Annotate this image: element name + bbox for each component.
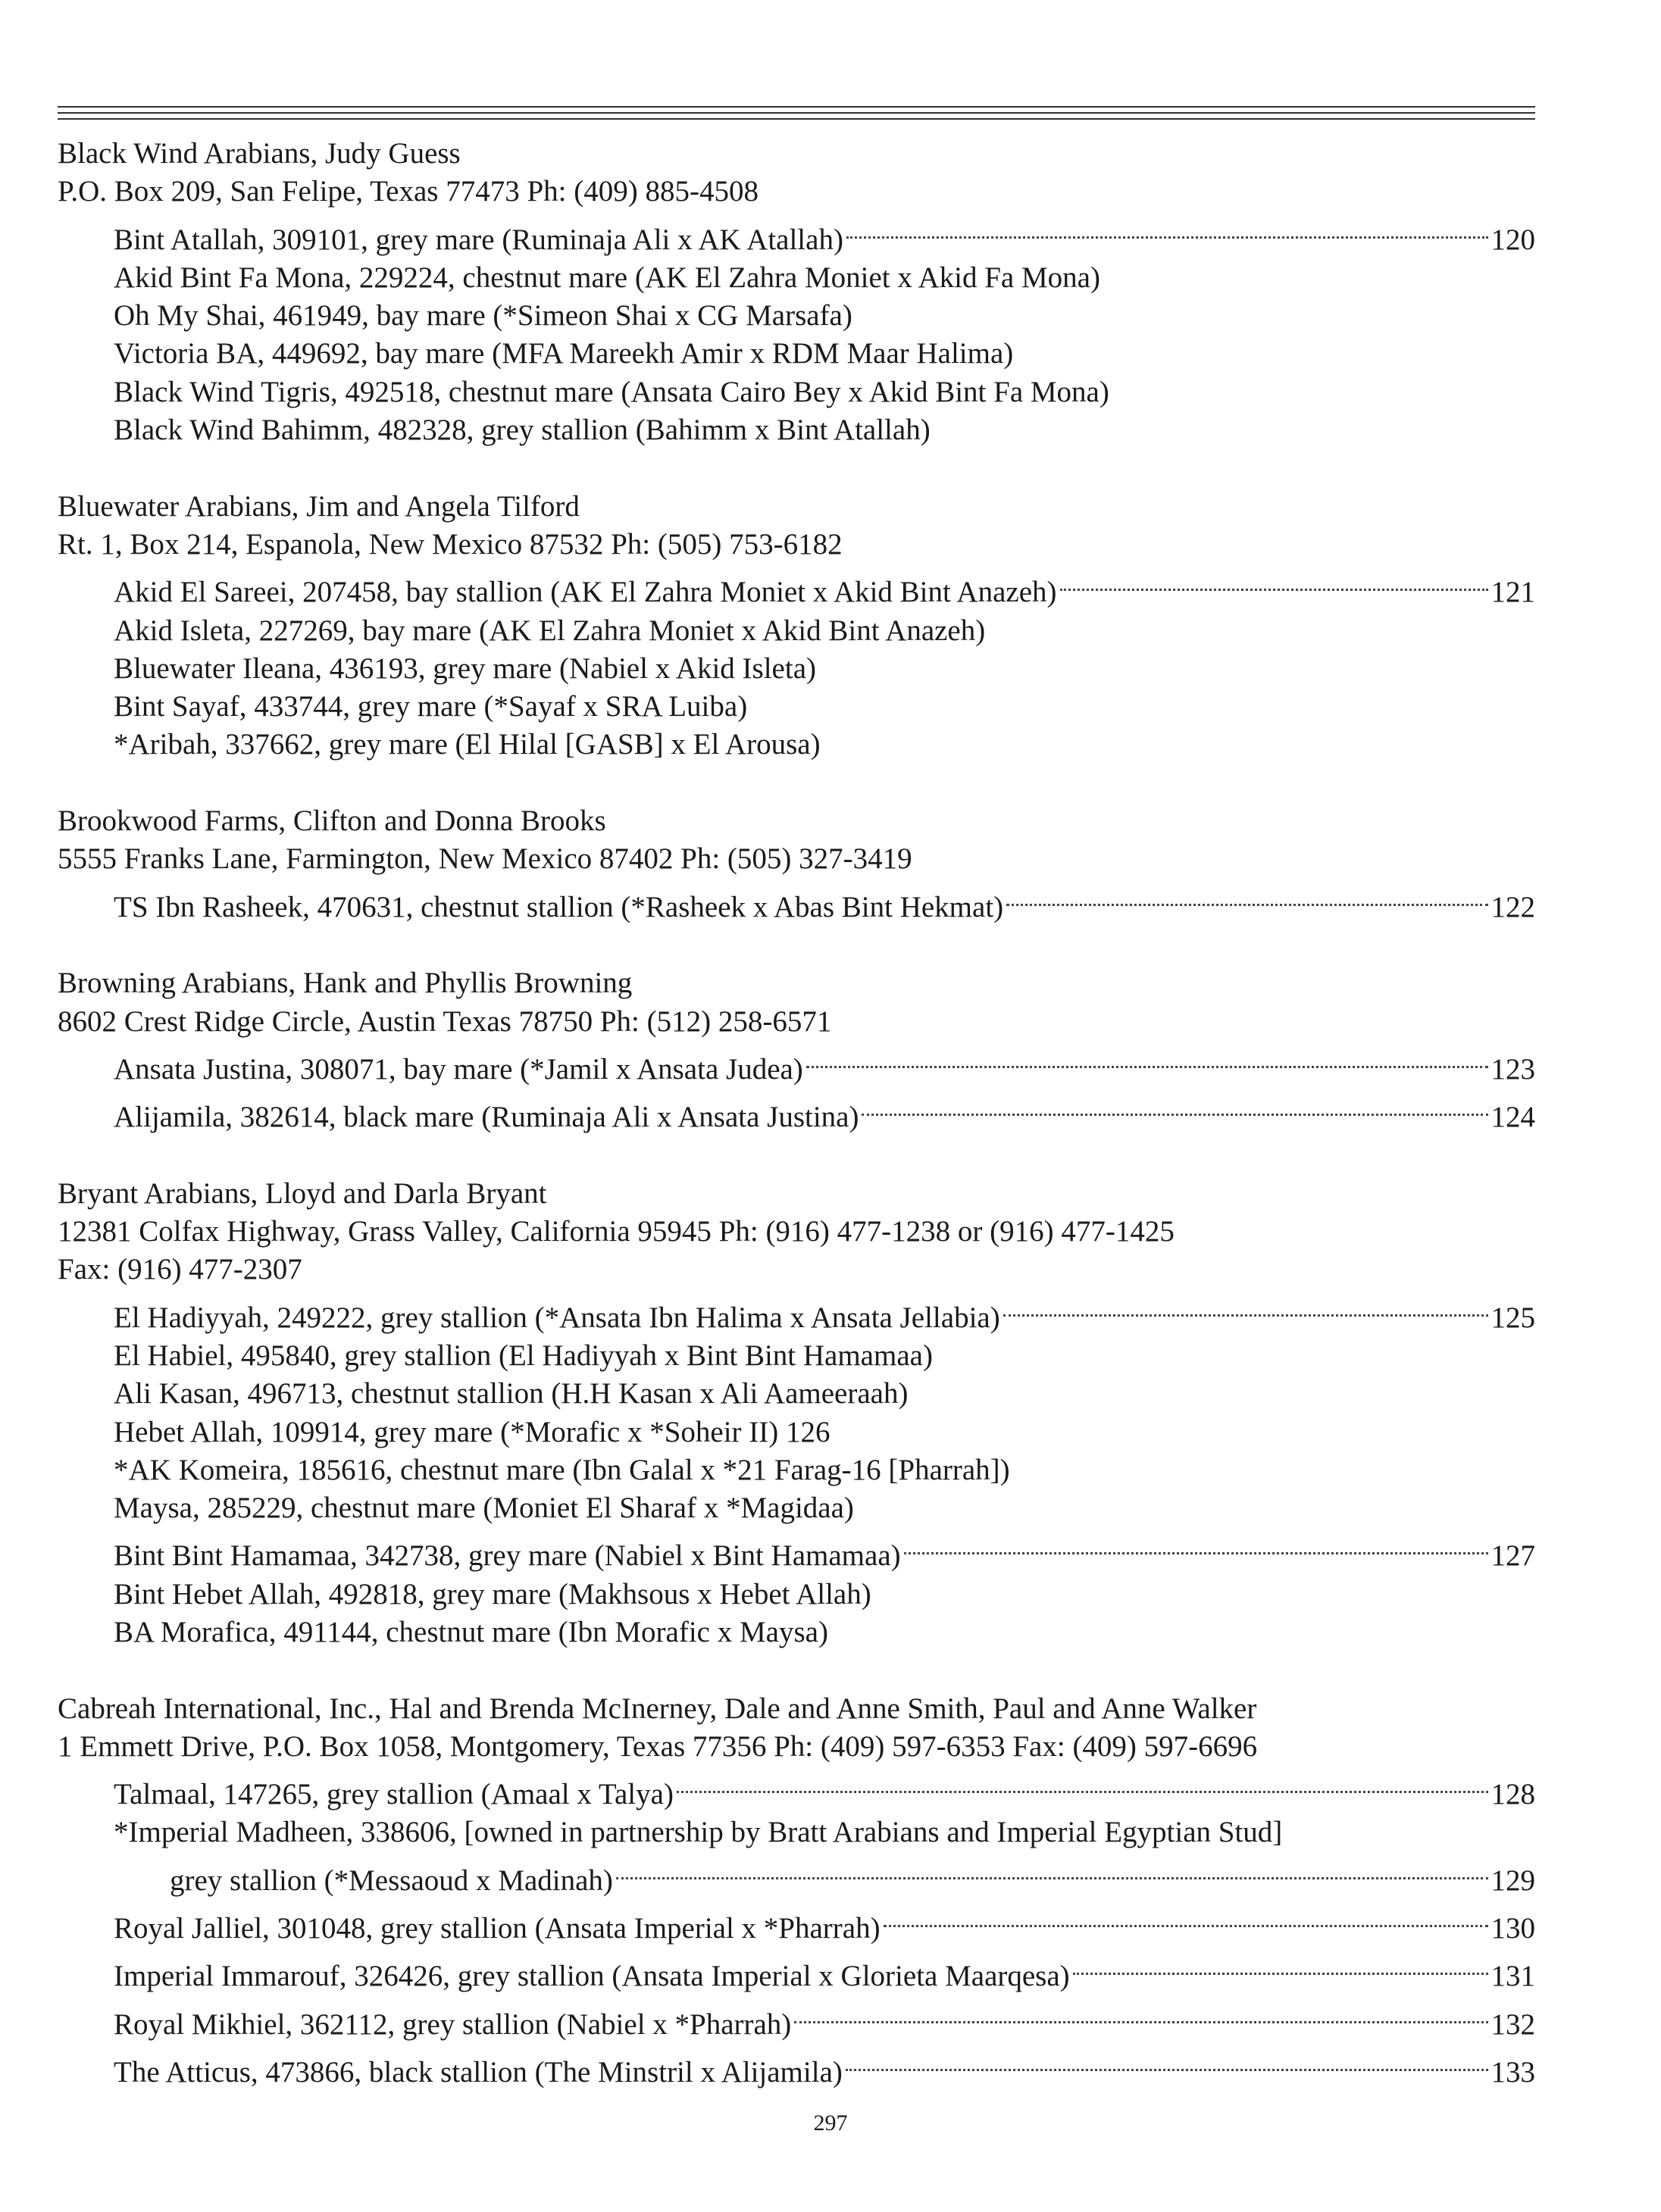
owner-address: 12381 Colfax Highway, Grass Valley, California 95945 Ph: (916) 477-1238 or (916) 477-1425 xyxy=(58,1215,1175,1248)
horse-entry xyxy=(58,1414,1535,1451)
horse-page-number: 121 xyxy=(1491,576,1535,609)
dot-leader xyxy=(862,1089,1487,1126)
dot-leader xyxy=(806,1041,1488,1079)
directory-listing xyxy=(58,135,1535,2130)
horse-page-number: 124 xyxy=(1491,1101,1535,1134)
header-rule-middle xyxy=(58,112,1535,114)
header-rule-top xyxy=(58,106,1535,108)
horse-description: Maysa, 285229, chestnut mare (Moniet El Sharaf x *Magidaa) xyxy=(114,1492,854,1525)
horse-entry xyxy=(58,726,1535,764)
horse-entry xyxy=(58,2044,1535,2092)
dot-leader xyxy=(846,211,1488,249)
horse-page-number: 132 xyxy=(1491,2007,1535,2041)
horse-description: Imperial Immarouf, 326426, grey stallion (Ansata Imperial x Glorieta Maarqesa) xyxy=(114,1960,1070,1993)
horse-description: Victoria BA, 449692, bay mare (MFA Mareekh Amir x RDM Maar Halima) xyxy=(114,337,1014,370)
horse-entry xyxy=(58,1451,1535,1489)
horse-description: BA Morafica, 491144, chestnut mare (Ibn Morafic x Maysa) xyxy=(114,1615,828,1648)
horse-description: Bluewater Ileana, 436193, grey mare (Nabiel x Akid Isleta) xyxy=(114,651,816,685)
horse-description: El Hadiyyah, 249222, grey stallion (*Ansata Ibn Halima x Ansata Jellabia) xyxy=(114,1301,1000,1334)
horse-description: Bint Bint Hamamaa, 342738, grey mare (Nabiel x Bint Hamamaa) xyxy=(114,1539,901,1573)
horse-description: Black Wind Tigris, 492518, chestnut mare (Ansata Cairo Bey x Akid Bint Fa Mona) xyxy=(114,375,1109,408)
dot-leader xyxy=(794,1996,1487,2034)
owner-block xyxy=(58,135,1535,449)
horse-entry xyxy=(58,1041,1535,1089)
horse-page-number: 131 xyxy=(1491,1960,1535,1993)
horse-description: Oh My Shai, 461949, bay mare (*Simeon Shai x CG Marsafa) xyxy=(114,299,852,333)
horse-description: Bint Sayaf, 433744, grey mare (*Sayaf x SRA Luiba) xyxy=(114,690,748,723)
horse-entry xyxy=(58,688,1535,726)
header-rule-bottom xyxy=(58,118,1535,120)
horse-entry xyxy=(58,1375,1535,1413)
horse-entry xyxy=(58,1948,1535,1995)
horse-description: Akid Bint Fa Mona, 229224, chestnut mare (AK El Zahra Moniet x Akid Fa Mona) xyxy=(114,261,1100,294)
horse-page-number: 128 xyxy=(1491,1778,1535,1811)
dot-leader xyxy=(1060,564,1488,601)
horse-entry xyxy=(58,1852,1535,1900)
horse-description: Ansata Justina, 308071, bay mare (*Jamil x Ansata Judea) xyxy=(114,1052,803,1086)
horse-description: Black Wind Bahimm, 482328, grey stallion (Bahimm x Bint Atallah) xyxy=(114,414,931,447)
owner-address: 8602 Crest Ridge Circle, Austin Texas 78750 Ph: (512) 258-6571 xyxy=(58,1004,832,1038)
horse-page-number: 123 xyxy=(1491,1052,1535,1086)
horse-entry xyxy=(58,297,1535,335)
horse-page-number: 120 xyxy=(1491,223,1535,256)
horse-entry xyxy=(58,259,1535,297)
owner-name: Bryant Arabians, Lloyd and Darla Bryant xyxy=(58,1176,547,1210)
owner-name: Black Wind Arabians, Judy Guess xyxy=(58,137,461,170)
dot-leader xyxy=(846,2044,1488,2082)
horse-entry xyxy=(58,1814,1535,1851)
dot-leader xyxy=(884,1900,1488,1938)
page-number: 297 xyxy=(813,2110,848,2135)
horse-page-number: 122 xyxy=(1491,890,1535,923)
dot-leader xyxy=(904,1527,1488,1565)
horse-description: Royal Mikhiel, 362112, grey stallion (Nabiel x *Pharrah) xyxy=(114,2007,792,2041)
horse-entry xyxy=(58,411,1535,449)
dot-leader xyxy=(616,1852,1488,1890)
dot-leader xyxy=(677,1766,1488,1804)
horse-entry xyxy=(58,1527,1535,1575)
horse-entry xyxy=(58,373,1535,411)
horse-page-number: 127 xyxy=(1491,1539,1535,1573)
horse-description: Bint Atallah, 309101, grey mare (Ruminaja Ali x AK Atallah) xyxy=(114,223,843,256)
owner-name: Cabreah International, Inc., Hal and Brenda McInerney, Dale and Anne Smith, Paul and Anne Walker xyxy=(58,1692,1257,1725)
owner-name: Brookwood Farms, Clifton and Donna Brooks xyxy=(58,805,606,838)
horse-description: Akid Isleta, 227269, bay mare (AK El Zahra Moniet x Akid Bint Anazeh) xyxy=(114,614,986,647)
horse-entry xyxy=(58,650,1535,688)
owner-name: Browning Arabians, Hank and Phyllis Browning xyxy=(58,967,633,1000)
dot-leader xyxy=(1006,879,1487,917)
horse-page-number: 133 xyxy=(1491,2055,1535,2089)
horse-description: *Imperial Madheen, 338606, [owned in partnership by Bratt Arabians and Imperial Egyptian Stud] xyxy=(114,1816,1283,1849)
horse-description: El Habiel, 495840, grey stallion (El Hadiyyah x Bint Bint Hamamaa) xyxy=(114,1339,933,1372)
owner-block xyxy=(58,488,1535,764)
horse-description: Akid El Sareei, 207458, bay stallion (AK El Zahra Moniet x Akid Bint Anazeh) xyxy=(114,576,1057,609)
owner-address: Rt. 1, Box 214, Espanola, New Mexico 87532 Ph: (505) 753-6182 xyxy=(58,527,843,561)
horse-entry xyxy=(58,1766,1535,1814)
horse-description: Alijamila, 382614, black mare (Ruminaja Ali x Ansata Justina) xyxy=(114,1101,859,1134)
horse-description: Bint Hebet Allah, 492818, grey mare (Makhsous x Hebet Allah) xyxy=(114,1577,871,1611)
horse-entry xyxy=(58,1900,1535,1948)
horse-entry xyxy=(58,335,1535,373)
horse-entry xyxy=(58,1576,1535,1614)
horse-entry xyxy=(58,1614,1535,1651)
horse-entry xyxy=(58,1337,1535,1375)
horse-entry xyxy=(58,1289,1535,1337)
dot-leader xyxy=(1073,1948,1488,1985)
horse-entry xyxy=(58,1089,1535,1136)
horse-entry xyxy=(58,1996,1535,2044)
owner-block xyxy=(58,964,1535,1136)
horse-entry xyxy=(58,1489,1535,1527)
horse-description: Royal Jalliel, 301048, grey stallion (Ansata Imperial x *Pharrah) xyxy=(114,1912,881,1945)
horse-description: *Aribah, 337662, grey mare (El Hilal [GASB] x El Arousa) xyxy=(114,728,821,761)
horse-entry xyxy=(58,564,1535,611)
horse-description: TS Ibn Rasheek, 470631, chestnut stallion (*Rasheek x Abas Bint Hekmat) xyxy=(114,890,1004,923)
horse-description: *AK Komeira, 185616, chestnut mare (Ibn Galal x *21 Farag-16 [Pharrah]) xyxy=(114,1453,1010,1486)
horse-page-number: 129 xyxy=(1491,1864,1535,1897)
horse-entry xyxy=(58,612,1535,650)
horse-description: The Atticus, 473866, black stallion (The Minstril x Alijamila) xyxy=(114,2055,843,2089)
owner-address: Fax: (916) 477-2307 xyxy=(58,1253,302,1286)
owner-block xyxy=(58,802,1535,926)
horse-entry xyxy=(58,879,1535,926)
owner-address: P.O. Box 209, San Felipe, Texas 77473 Ph: (409) 885-4508 xyxy=(58,175,759,208)
horse-description: Ali Kasan, 496713, chestnut stallion (H.H Kasan x Ali Aameeraah) xyxy=(114,1377,909,1411)
horse-entry xyxy=(58,211,1535,259)
owner-block xyxy=(58,1690,1535,2092)
owner-block xyxy=(58,1175,1535,1652)
horse-description: grey stallion (*Messaoud x Madinah) xyxy=(170,1864,613,1897)
horse-page-number: 130 xyxy=(1491,1912,1535,1945)
owner-address: 1 Emmett Drive, P.O. Box 1058, Montgomery, Texas 77356 Ph: (409) 597-6353 Fax: (409) 597-6696 xyxy=(58,1729,1258,1763)
owner-address: 5555 Franks Lane, Farmington, New Mexico 87402 Ph: (505) 327-3419 xyxy=(58,842,912,876)
horse-page-number: 125 xyxy=(1491,1301,1535,1334)
dot-leader xyxy=(1003,1289,1488,1327)
horse-description: Talmaal, 147265, grey stallion (Amaal x Talya) xyxy=(114,1778,674,1811)
owner-name: Bluewater Arabians, Jim and Angela Tilford xyxy=(58,489,580,523)
horse-description: Hebet Allah, 109914, grey mare (*Morafic x *Soheir II) 126 xyxy=(114,1415,830,1448)
